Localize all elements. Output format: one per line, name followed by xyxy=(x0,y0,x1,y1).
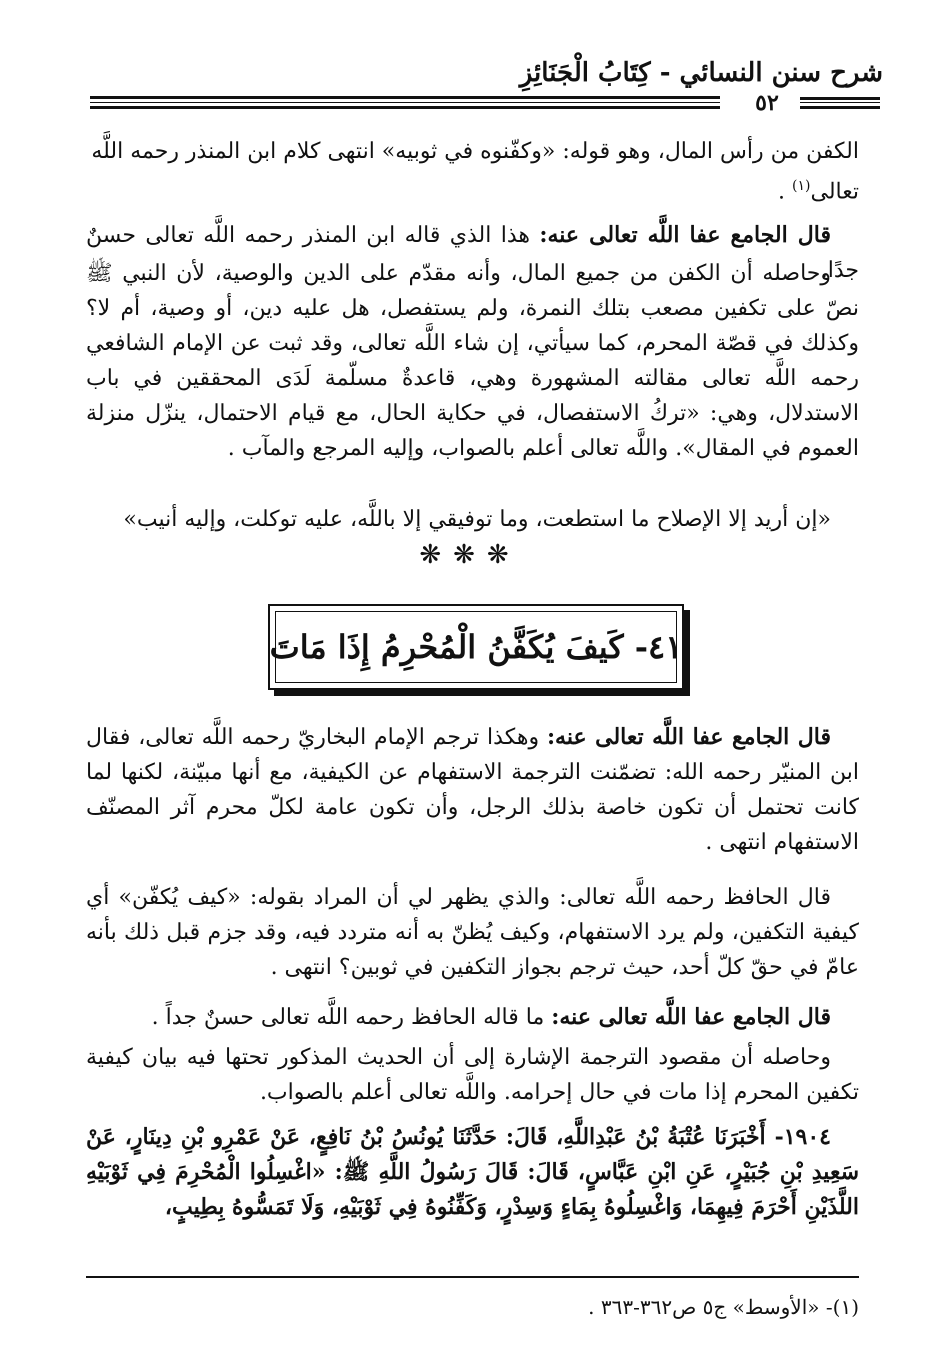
header-rule-short xyxy=(800,102,880,103)
paragraph xyxy=(86,256,859,466)
text-span: وحاصله أن مقصود الترجمة الإشارة إلى أن الحديث المذكور تحتها فيه بيان كيفية تكفين المحرم إذا مات في حال إحرامه. واللَّه تعالى أعلم بالصواب. xyxy=(86,1045,859,1105)
header-rule-short xyxy=(800,106,880,109)
paragraph xyxy=(86,1040,859,1110)
text-span: وحاصله أن الكفن من جميع المال، وأنه مقدّم على الدين والوصية، لأن النبي ﷺ نصّ على تكفين مصعب بتلك النمرة، ولم يستفصل، هل عليه دين، أو وصية، أم لا؟ وكذلك في قصّة المحرم، كما سيأتي، إن شاء اللَّه تعالى، وقد ثبت عن الإمام الشافعي رحمه اللَّه تعالى مقالته المشهورة وهي، قاعدةٌ مسلّمة لَدَى المحققين في باب الاستدلال، وهي: «تركُ الاستفصال، في حكاية الحال، مع قيام الاحتمال، ينزّل منزلة العموم في المقال». واللَّه تعالى أعلم بالصواب، وإليه المرجع والمآب . xyxy=(86,261,859,461)
header-rule xyxy=(90,106,720,109)
text-span: ما قاله الحافظ رحمه اللَّه تعالى حسنٌ جداً . xyxy=(151,1005,552,1030)
footnote-reference: (١) xyxy=(792,178,811,194)
closing-quote: «إن أريد إلا الإصلاح ما استطعت، وما توفيقي إلا باللَّه، عليه توكلت، وإليه أنيب» xyxy=(123,507,831,532)
text-span: وهكذا ترجم الإمام البخاريّ رحمه اللَّه تعالى، فقال ابن المنيّر رحمه الله: تضمّنت الترجمة الاستفهام عن الكيفية، مع أنها مبيّنة، لكنها لما كانت تحتمل أن تكون خاصة بذلك الرجل، وأن تكون عامة لكلّ محرم آثر المصنّف الاستفهام انتهى . xyxy=(86,725,859,855)
paragraph xyxy=(86,134,859,209)
speaker-lead: قال الجامع عفا اللَّه تعالى عنه: xyxy=(546,724,831,750)
text-span: تعالى xyxy=(810,179,859,205)
paragraph xyxy=(86,880,859,985)
text-span: هذا الذي قاله ابن المنذر رحمه اللَّه تعالى حسنٌ جدًا. xyxy=(86,223,859,283)
paragraph xyxy=(86,502,859,537)
page-number: ٥٢ xyxy=(755,90,779,116)
header-rule xyxy=(90,96,720,99)
hadith-text: ١٩٠٤- أَخْبَرَنَا عُتْبَةُ بْنُ عَبْدِاللَّهِ، قَالَ: حَدَّثَنَا يُونُسُ بْنُ نَافِعٍ، عَنْ عَمْرِو بْنِ دِينَارٍ، عَنْ سَعِيدِ بْنِ جُبَيْرٍ، عَنِ ابْنِ عَبَّاسٍ، قَالَ: قَالَ رَسُولُ اللَّهِ ﷺ: «اغْسِلُوا الْمُحْرِمَ فِي ثَوْبَيْهِ اللَّذَيْنِ أَحْرَمَ فِيهِمَا، وَاغْسِلُوهُ بِمَاءٍ وَسِدْرٍ، وَكَفِّنُوهُ فِي ثَوْبَيْهِ، وَلَا تَمَسُّوهُ بِطِيبٍ، xyxy=(86,1124,859,1220)
hadith-paragraph xyxy=(86,1120,859,1225)
footnote: (١)- «الأوسط» ج٥ ص٣٦٢-٣٦٣ . xyxy=(588,1295,859,1319)
chapter-heading-box xyxy=(268,604,684,690)
running-header-title: شرح سنن النسائي - كِتَابُ الْجَنَائِزِ xyxy=(519,58,883,88)
chapter-title: ٤١- كَيفَ يُكَفَّنُ الْمُحْرِمُ إِذَا مَاتَ xyxy=(269,628,683,666)
speaker-lead: قال الجامع عفا اللَّه تعالى عنه: xyxy=(551,1004,831,1030)
section-separator: ❋❋❋ xyxy=(419,540,521,570)
speaker-lead: قال الجامع عفا اللَّه تعالى عنه: xyxy=(539,222,831,248)
footnote-separator xyxy=(86,1276,859,1278)
header-rule xyxy=(90,102,720,103)
text-span: . xyxy=(778,179,793,205)
text-span: قال الحافظ رحمه اللَّه تعالى: والذي يظهر لي أن المراد بقوله: «كيف يُكفّن» أي كيفية التكفين، ولم يرد الاستفهام، وكيف يُظنّ به أنه متردد فيه، وقد جزم قبل ذلك بأنه عامّ في حقّ كلّ أحد، حيث ترجم بجواز التكفين في ثوبين؟ انتهى . xyxy=(86,885,859,980)
paragraph xyxy=(86,720,859,860)
paragraph xyxy=(86,1000,859,1035)
header-rule-short xyxy=(800,97,880,100)
text-span: الكفن من رأس المال، وهو قوله: «وكفّنوه في ثوبيه» انتهى كلام ابن المنذر رحمه اللَّه xyxy=(91,139,859,164)
